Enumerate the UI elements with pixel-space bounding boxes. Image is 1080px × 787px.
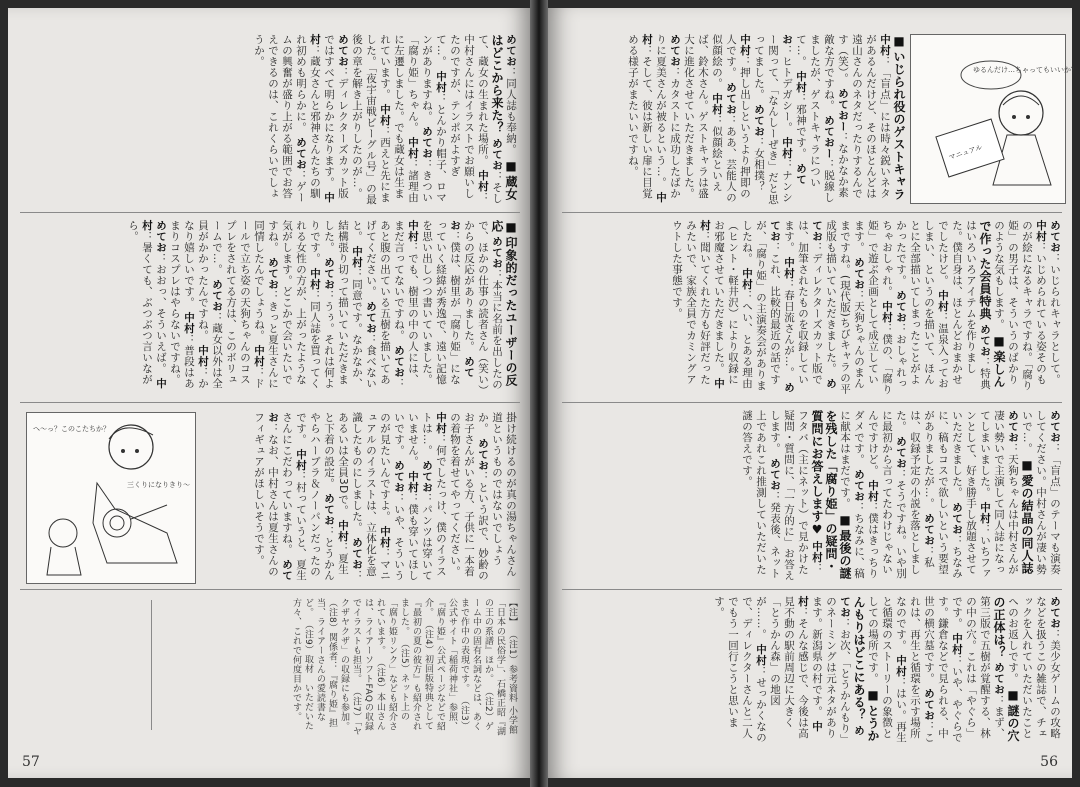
illustration-bubble-text: ゆるんだけ…ちゃってもいいか？ — [973, 66, 1078, 74]
dialogue-line: めてお：天狗ちゃんは中村さんが凄い勢いで主演して同人誌になってしまいました。 — [979, 410, 1019, 575]
page-57 — [8, 8, 530, 778]
footnote: （注1）参考資料 小学館「日本の民俗学」、石橋正昭『湖の王の系譜』ほか。 — [483, 598, 517, 736]
dialogue-line: めてお：蔵女以外は全員がかかったんですね。 — [197, 220, 223, 389]
dialogue-line: めてお：本当に名前を出したので、ほかの仕事の読者さん（笑い）からの反応がありました。 — [463, 220, 503, 391]
boy-with-trumpet-illustration — [26, 412, 196, 584]
dialogue-line: めてお：ディレクターズカット版ではすべて明らかになります。 — [323, 34, 349, 199]
dialogue-line: めてお：ああ、芸能人の似顔絵の。 — [711, 34, 737, 203]
dialogue-line: めてお：そうですね。いや別に最初から言ってたわけじゃないんですけど。 — [867, 410, 907, 579]
dialogue-line: めてお：お次、「とうかんもり」のネーミングは元ネタがあります。新潟県の村です。 — [811, 596, 865, 745]
section-heading-member-bonus: ■ 楽しんで作った会員特典 — [978, 220, 1006, 388]
dialogue-line: 中村：フタバ（主にネット）で見かけた疑問・質問に、「一方的に」お答えします。 — [769, 410, 823, 581]
right-tier-1-text — [562, 34, 906, 206]
dialogue-line: 中村：僕はきっちりダメです。 — [853, 410, 879, 579]
tier-divider — [562, 402, 1062, 403]
book-gutter — [530, 0, 548, 787]
dialogue-line: めてお：僕は、樹里が「腐り姫」になっていく経緯が秀逸で、遠い記憶を思い出しつつ書いていました。 — [421, 220, 475, 385]
dialogue-line: 中村：似顔絵といえば、鈴木さん。ゲストキャラは盛大に進化させていただきました。 — [683, 34, 723, 199]
section-heading-guest-character: ■ いじられ役のゲストキャラ — [892, 34, 906, 201]
dialogue-line: めてお：カタストに成功したばかりに夏美さんが被るという…。 — [655, 34, 681, 199]
dialogue-line: めてお：きつい「腐り姫」ちゃん。 — [407, 34, 433, 203]
dialogue-line: めてお：パンツは穿いていません。 — [407, 412, 433, 581]
dialogue-line: めてお：きっと夏生さんに同情したんでしょうね。 — [253, 220, 279, 389]
section-heading-kurame-origin: ■ 蔵女はどこから来た？ — [490, 34, 518, 200]
footnote: （注8）関係者：『腐り姫』担当、ライアーさんの愛読書など。 — [303, 598, 337, 728]
dialogue-line: 中村：そんな感じで、今後は高見不動の駅前周辺に大きく「とうかん森」の地図が……。 — [755, 596, 823, 739]
footnote: （注2）ゲーム中の固有名詞などは、あくまで作中の表現です。 — [459, 598, 493, 732]
dialogue-line: めてお：あと腹の出ている五樹を描いてあげてください。 — [365, 220, 405, 389]
dialogue-line: 中村：ナンシー関って、「なんしーぜき」だと思ってました。 — [753, 34, 793, 205]
dialogue-line: めてお：とうかんやらハーブラ＆ノーパンだったのです。 — [295, 412, 335, 581]
dialogue-line: 中村：いや、やぐらです。鎌倉などで見られる、中世の横穴墓です。 — [923, 596, 963, 743]
dialogue-line: 中村：夏生と下着の設定。 — [323, 412, 349, 575]
left-tier-2-text — [22, 220, 518, 395]
footnote: （注4）初回版特典として『最初の夏の彼方』も紹介されました。 — [399, 598, 433, 732]
dialogue-line: 中村：西えと先にました。「夜宇宙戦ビーグル号」の最後の章を解き上がりしたのが…。 — [351, 34, 391, 205]
dialogue-line: めてお：私は、収録予定の小説を落としました。 — [895, 410, 935, 575]
dialogue-line: 中村：村っていうと、夏生さんにこだわっていますね。 — [281, 412, 307, 581]
dialogue-line: めてお：美少女ゲームの攻略などを扱うこの雑誌で、チェックを入れていただいたことへのお返しです。 — [1007, 596, 1061, 739]
left-tier-3-text — [202, 412, 518, 584]
dialogue-line: 中村：いちファンとして、好き勝手し放題させていただきました。 — [951, 410, 991, 579]
page-number-56: 56 — [1040, 754, 1058, 770]
dialogue-line: 中村：蔵女さんと邪神さんたちの馴れ初めも明らかに。 — [295, 34, 335, 203]
page-number-57: 57 — [22, 754, 40, 770]
dialogue-line: 中村：中村さんにはイラストでお願いしたのですが、テンポがよすぎて…。 — [435, 34, 489, 203]
illustration-bubble-text: へ〜っ？このこたちか？ — [33, 425, 110, 433]
dialogue-line: めてお：同人誌も奉納。 — [505, 34, 517, 155]
dialogue-line: めてお：なお、中村さんは夏生さんのフィギュアがほしいそうです。 — [253, 412, 293, 581]
footnote: 【注】 — [507, 598, 517, 627]
section-heading-doujinshi: ■ 愛の結晶の同人誌 — [1020, 458, 1034, 575]
dialogue-line: 中村：同人誌を買ってくれる女性の方が、上がったような気がします。どこかで会いたいですね。 — [267, 220, 321, 389]
dialogue-line: 中村：暑くても、ぶつぶつ言いながら。 — [127, 220, 167, 389]
dialogue-line: めてお：これ、比較的最近の話ですが、「腐り姫」の主演奏会がありましたね。 — [741, 220, 795, 393]
dialogue-line: めてお：あるいは全員3Dで。 — [337, 412, 363, 581]
dialogue-line: めてお：「盲点」のテーマも演奏してください。中村さんが凄い勢いで…。 — [1021, 410, 1061, 575]
dialogue-line: めてお：まず、第三版で五樹が覚醒する、林の中の穴。これは「やぐら」です。 — [951, 596, 1005, 740]
dialogue-line: 中村：僕も穿いてほしいです。 — [393, 412, 419, 581]
section-heading-qa: ■ 最後の謎を残した「腐り姫」の疑問・質問にお答えします♥ — [810, 410, 852, 579]
dialogue-line: めてお：特典はいろいろアイテムを作りました。僕自身は、ほとんどおまかせでしたけど。 — [937, 220, 991, 390]
dialogue-line: めてお：という訳で、妙齢のお子さんがいる方、子供に一本着の着物を着せてやってください。 — [449, 412, 489, 581]
footnote: （注5）ネット上の「腐り姫リンク」なども紹介されています。 — [375, 598, 409, 731]
dialogue-line: めてお：これは、再生と循環を示す場所なのです。 — [895, 596, 935, 743]
dialogue-line: めてお：ディレクターズカット版では、加筆されたものを収録しています。 — [783, 220, 837, 389]
dialogue-line: 中村：へい、とある理由（ヒント・軽井沢）により収録にお邪魔させていただきました。 — [713, 220, 753, 389]
dialogue-line: 中村：押し出しというより押即の人です。 — [725, 34, 751, 199]
dialogue-line: 中村：「盲点」には時々鋭いネタがあるんだけど、そのほとんどは遠山さんのネタだったりするんです（笑）。 — [837, 34, 891, 199]
right-tier-2-text — [562, 220, 1062, 395]
tier-divider — [562, 212, 1062, 213]
dialogue-line: めてお：いや、そういうのが見たいんですよ。 — [379, 412, 405, 581]
dialogue-line: めてお：そして、蔵女の生まれた場所。 — [477, 34, 503, 204]
tier-divider — [20, 402, 520, 403]
page-56 — [548, 8, 1078, 778]
dialogue-line: めてお：ちなみに、稿に献本はまだです。 — [839, 410, 865, 579]
section-heading-user-reaction: ■ 印象的だったユーザーの反応 — [490, 220, 518, 387]
dialogue-line: 中村：はい。再生と循環のストーリーの象徴としての場所です。 — [867, 596, 907, 743]
dialogue-line: 中村：何でしたっけ、僕のイラストは…。 — [421, 412, 447, 577]
dialogue-line: 掛け続けるのが真の湯ちゃんさん道というものではないでしょうか。 — [477, 412, 517, 577]
dialogue-line: 中村：ドールで立ち姿の天狗ちゃんのコスプレをされてる方は、このボリュームで…。 — [211, 220, 265, 389]
dialogue-line: めてお：天狗ちゃんのまんまですね。(現代版)ちびキャラの平成版も描いていただきました。 — [825, 220, 865, 395]
dialogue-line: 中村：僕の、「腐り姫」で遊ぶ企画として成立しています。 — [853, 220, 893, 395]
dialogue-line: 中村：いじめられている姿そのものが絵になるキャラですね。「腐り姫」の男子は、そういうのばかりのような気もします。 — [993, 220, 1047, 391]
dialogue-line: めてお：いじられキャラとして。 — [1049, 220, 1061, 385]
dialogue-line: めてお：うぅ。それは何よりです。 — [309, 220, 335, 389]
dialogue-line: めておー：なかなか素敵な方ですね。 — [823, 34, 849, 198]
girl-reading-manual-illustration — [910, 34, 1078, 204]
dialogue-line: 中村：とんかり帽子、ロマンがありますね。 — [421, 34, 447, 203]
dialogue-line: めてお：発表後、ネット上であれこれ推測していただいた謎の答えです。 — [741, 410, 781, 579]
footnote-divider — [151, 600, 152, 730]
section-heading-hole-mystery: ■ 謎の穴の正体は？ — [992, 596, 1020, 742]
dialogue-line: めてお：ヒトデガシー。 — [781, 34, 807, 185]
dialogue-line: めておー：脱線しましたが、ゲストキャラについて…。 — [795, 34, 835, 203]
left-tier-1-text — [22, 34, 518, 206]
dialogue-line: 中村：同意です。なかなか、結構張り切って描いていただきました。 — [323, 220, 363, 389]
footnote: （注3）公式サイト「稲荷神社」参照、『腐り姫』公式ページなどで紹介。 — [423, 598, 469, 732]
dialogue-line: 中村：せっかくなので、ディレクターさんと二人でもう一回行こうと思います。 — [713, 596, 767, 743]
dialogue-line: 中村：マニュアルのイラストは、立体化を意識したものにしました。 — [351, 412, 391, 581]
dialogue-line: 中村：そして、彼は新しい扉に目覚める様子がまたいいですね。 — [627, 34, 667, 203]
dialogue-line: めてお：食べないと。 — [351, 220, 377, 389]
dialogue-line: 中村：聞いてくれた方も好評だったみたいで、家族全員でカミングアウトした事態です。 — [671, 220, 725, 389]
section-heading-toukanmori: ■ とうかんもりはどこにある？ — [852, 596, 880, 742]
dialogue-line: めてお：ゲームの興奮が盛り上がる範囲でお答えできるのは、これくらいでしょうか。 — [253, 34, 307, 203]
dialogue-line: 中村：春日流さんが…。 — [783, 256, 795, 378]
dialogue-line: 中村：普段はあまりコスプレはやらないですね。 — [169, 220, 195, 389]
dialogue-line: めてお：ちなみに、稿もコスで欲しいという要望がありましたが…。 — [923, 410, 963, 579]
manual-book-label: マニュアル — [947, 143, 984, 162]
dialogue-line: 中村：かなり嬉しいです。 — [183, 220, 209, 389]
tier-divider — [562, 589, 1062, 590]
dialogue-line: 中村：でも、樹里の中の人には、まだ言ってないですね。 — [393, 220, 419, 385]
left-tier-4-footnotes — [158, 598, 518, 738]
footnote: （注7）「ヤクザヤクザ」の収録にも参加。 — [339, 598, 361, 737]
footnote: （注6）本山さんは、ライアーソフトFAQの収録でイラストも担当。 — [351, 598, 385, 732]
footnote: （注9）取材 いただいた方々、これで何度目かです。 — [291, 598, 313, 732]
dialogue-line: めてお：おおっ、そういえば。 — [155, 220, 167, 374]
illustration-bubble-text: 三くりになりきり〜 — [127, 481, 190, 489]
dialogue-line: めてお：女相撲？ — [753, 103, 765, 192]
right-tier-4-text — [562, 596, 1062, 746]
right-tier-3-text — [562, 410, 1062, 582]
dialogue-line: めてお：おしゃれっちゃおしゃれ。 — [881, 220, 907, 389]
dialogue-line: 中村：温泉入っておしまい、というのを描いて、ほんとに全部描いてしまったことがよかったです。 — [895, 220, 949, 389]
tier-divider — [20, 589, 520, 590]
tier-divider — [20, 212, 520, 213]
dialogue-line: 中村：諸理由に左遷しました。でも蔵女は生まれています。 — [379, 34, 419, 203]
dialogue-line: 中村：邪神です。 — [795, 70, 807, 159]
